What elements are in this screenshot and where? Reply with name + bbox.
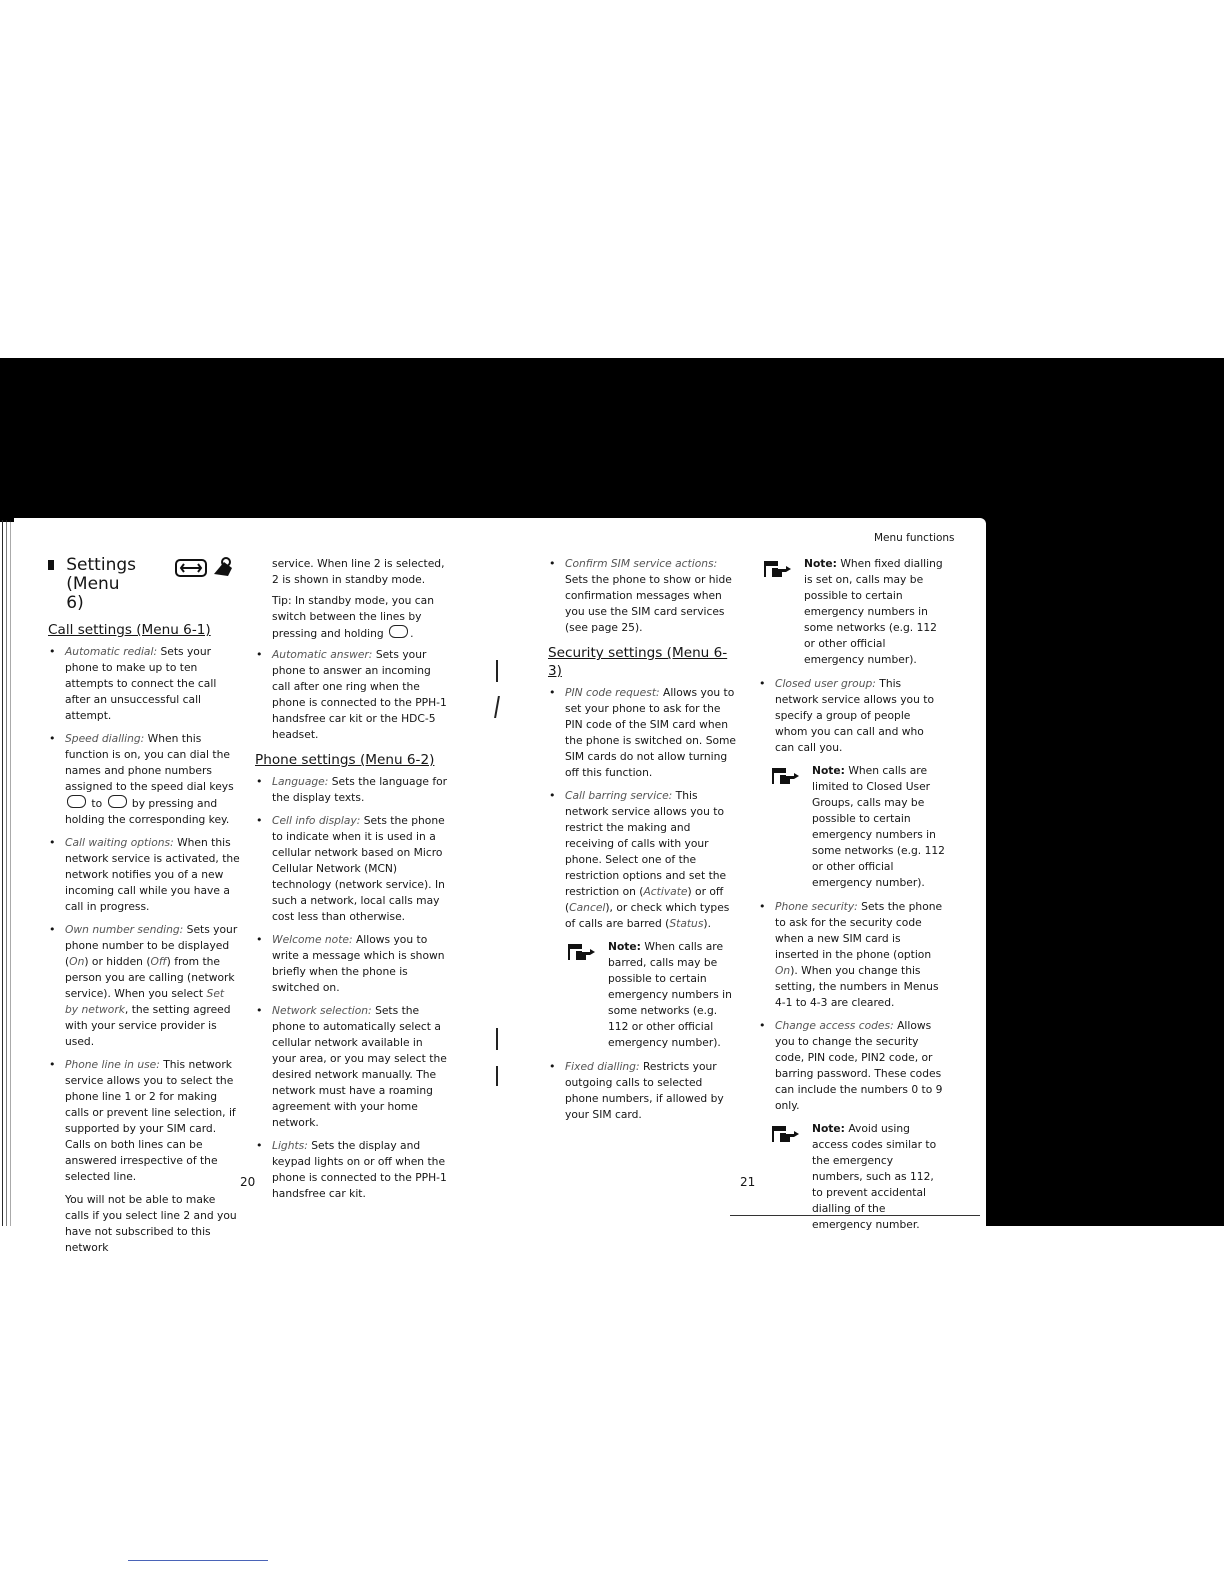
note-block: Note: When fixed dialling is set on, calls may be possible to certain emergency numbers in some networks (e.g. 112 or other official emergency number). — [758, 556, 946, 668]
section-title — [48, 556, 240, 613]
settings-wrench-phone-icon — [174, 554, 240, 580]
list-item: • Call waiting options: When this network service is activated, the network notifies you of a new incoming call while you have a call in progress. — [48, 835, 240, 915]
margin-mark — [496, 1066, 498, 1086]
security-settings-heading: Security settings (Menu 6-3) — [548, 645, 728, 679]
note-pointer-icon — [770, 1124, 800, 1144]
tip-paragraph: Tip: In standby mode, you can switch between the lines by pressing and holding . — [272, 594, 434, 640]
phone-key-icon — [67, 795, 86, 808]
phone-key-icon — [389, 625, 408, 638]
section-title-line2: (Menu 6) — [66, 574, 120, 613]
list-item: • Change access codes: Allows you to change the security code, PIN code, PIN2 code, or barring password. These codes can include the numbers 0 to 9 only. — [758, 1018, 946, 1114]
list-item: • Network selection: Sets the phone to automatically select a cellular network available in your area, or you may select the desired network manually. The network must have a roaming agreement with your home network. — [255, 1003, 448, 1131]
binding-edge — [0, 520, 14, 1226]
list-item: • Automatic redial: Sets your phone to make up to ten attempts to connect the call after an unsuccessful call attempt. — [48, 644, 240, 724]
list-item: • Cell info display: Sets the phone to indicate when it is used in a cellular network based on Micro Cellular Network (MCN) technology (network service). In such a network, local calls may cost less than otherwise. — [255, 813, 448, 925]
note-block: Note: When calls are limited to Closed User Groups, calls may be possible to certain emergency numbers in some networks (e.g. 112 or other official emergency number). — [766, 763, 946, 891]
list-item: • Language: Sets the language for the display texts. — [255, 774, 448, 806]
list-item: • Fixed dialling: Restricts your outgoing calls to selected phone numbers, if allowed by your SIM card. — [548, 1059, 738, 1123]
section-title-line1: Settings — [66, 555, 136, 575]
note-block: Note: When calls are barred, calls may be possible to certain emergency numbers in some networks (e.g. 112 or other official emergency number). — [562, 939, 738, 1051]
list-item: • Confirm SIM service actions: Sets the phone to show or hide confirmation messages when you use the SIM card services (see page 25). — [548, 556, 738, 636]
phone-key-icon — [108, 795, 127, 808]
section-bullet-square — [48, 560, 54, 570]
list-item: • Speed dialling: When this function is on, you can dial the names and phone numbers assigned to the speed dial keys to by pressing and holding the corresponding key. — [48, 731, 240, 828]
note-pointer-icon — [770, 766, 800, 786]
footer-rule — [128, 1560, 268, 1561]
note-block: Note: Avoid using access codes similar to the emergency numbers, such as 112, to prevent accidental dialling of the emergency number. — [766, 1121, 946, 1233]
list-item: • Closed user group: This network service allows you to specify a group of people whom you can call and who can call you. — [758, 676, 946, 756]
list-item: • Call barring service: This network service allows you to restrict the making and receiving of calls with your phone. Select one of the restriction options and set the restriction on (Activate) or off (Cancel), or check which types of calls are barred (Status). — [548, 788, 738, 932]
margin-mark — [496, 1028, 498, 1050]
list-item: • Phone security: Sets the phone to ask for the security code when a new SIM card is inserted in the phone (option On). When you change this setting, the numbers in Menus 4-1 to 4-3 are cleared. — [758, 899, 946, 1011]
list-item: • Welcome note: Allows you to write a message which is shown briefly when the phone is switched on. — [255, 932, 448, 996]
list-item: • Lights: Sets the display and keypad lights on or off when the phone is connected to the PPH-1 handsfree car kit. — [255, 1138, 448, 1202]
call-settings-heading: Call settings (Menu 6-1) — [48, 622, 211, 638]
margin-mark — [496, 660, 498, 682]
list-item: • Phone line in use: This network service allows you to select the phone line 1 or 2 for making calls or prevent line selection, if supported by your SIM card. Calls on both lines can be answered irrespective of the selected line. — [48, 1057, 240, 1185]
column-1 — [48, 556, 240, 1261]
paragraph: service. When line 2 is selected, 2 is shown in standby mode. — [272, 557, 445, 586]
note-pointer-icon — [762, 559, 792, 579]
scan-black-edge — [982, 358, 1224, 1226]
running-header: Menu functions — [874, 532, 955, 544]
note-pointer-icon — [566, 942, 596, 962]
list-item: • PIN code request: Allows you to set your phone to ask for the PIN code of the SIM card when the phone is switched on. Some SIM cards do not allow turning off this function. — [548, 685, 738, 781]
phone-settings-heading: Phone settings (Menu 6-2) — [255, 752, 435, 768]
page-number-left: 20 — [240, 1175, 256, 1189]
list-item: • Automatic answer: Sets your phone to answer an incoming call after one ring when the phone is connected to the PPH-1 handsfree car kit or the HDC-5 headset. — [255, 647, 448, 743]
list-item: • Own number sending: Sets your phone number to be displayed (On) or hidden (Off) from the person you are calling (network service). When you select Set by network, the setting agreed with your service provider is used. — [48, 922, 240, 1050]
column-3 — [548, 556, 738, 1130]
column-2 — [255, 556, 448, 1209]
bottom-rule — [730, 1215, 980, 1216]
page-number-right: 21 — [740, 1175, 756, 1189]
paragraph: You will not be able to make calls if you select line 2 and you have not subscribed to this network — [65, 1193, 237, 1254]
column-4 — [758, 556, 946, 1241]
